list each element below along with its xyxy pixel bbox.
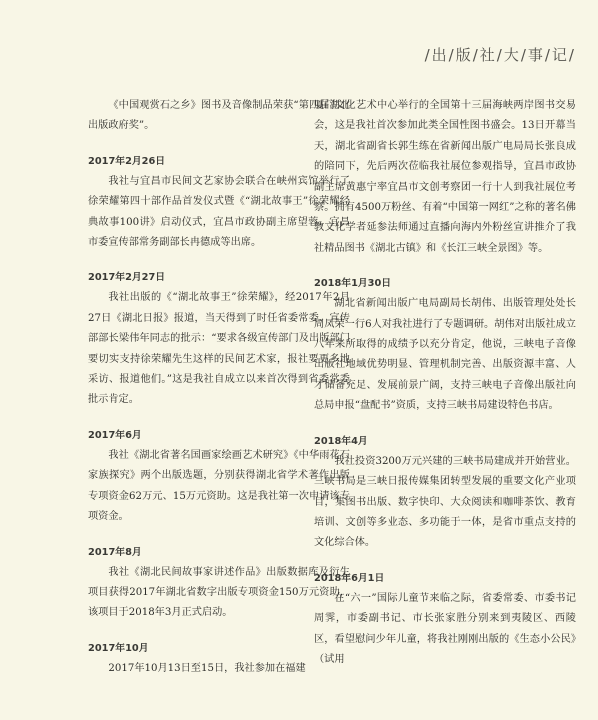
- event-text: 我社出版的《“湖北故事王”徐荣耀》，经2017年2月27日《湖北日报》报道，当天得到了时任省委常委、宣传部部长梁伟年同志的批示：“要求各级宣传部门及出版部门要切实支持徐荣耀先生这样的民间艺术家，报社要更多地采访、报道他们。”这是我社自成立以来首次得到省委常委批示肯定。: [88, 292, 350, 406]
- event-text: 我社《湖北省著名国画家绘画艺术研究》《中华雨花石家族探究》两个出版选题，分别获得湖北省学术著作出版专项资金62万元、15万元资助。这是我社第一次申请该专项资金。: [88, 449, 350, 523]
- event-text: 我社投资3200万元兴建的三峡书局建成并开始营业。三峡书局是三峡日报传媒集团转型发展的重要文化产业项目，集图书出版、数字快印、大众阅读和咖啡茶饮、教育培训、文创等多业态、多功能于一体，是省市重点支持的文化综合体。: [314, 455, 576, 549]
- event-text: 湖北省新闻出版广电局副局长胡伟、出版管理处处长周凤荣一行6人对我社进行了专题调研。胡伟对出版社成立八年来所取得的成绩予以充分肯定，他说，三峡电子音像出版社地域优势明显、管理机制完善、出版资源丰富、人才储备充足、发展前景广阔，支持三峡电子音像出版社向总局申报“盘配书”资质，支持三峡书局建设特色书店。: [314, 298, 576, 412]
- continuation-paragraph: 厦门文化艺术中心举行的全国第十三届海峡两岸图书交易会，这是我社首次参加此类全国性图书盛会。13日开幕当天，湖北省副省长郭生练在省新闻出版广电局局长张良成的陪同下，先后两次莅临我社展位参观指导，宜昌市政协副主席黄惠宁率宜昌市文创考察团一行十人到我社展位考察。拥有4500万粉丝、有着“中国第一网红”之称的著名佛教文化学者延参法师通过直播向海内外粉丝宣讲推介了我社精品图书《湖北古镇》和《长江三峡全景图》等。: [314, 100, 576, 254]
- event-date: 2017年2月26日: [88, 155, 166, 167]
- event-text: 我社《湖北民间故事家讲述作品》出版数据库及衍生项目获得2017年湖北省数字出版专项资金150万元资助，该项目于2018年3月正式启动。: [88, 566, 350, 619]
- event-entry: [88, 429, 350, 528]
- event-entry: [314, 435, 576, 554]
- event-text: 2017年10月13日至15日，我社参加在福建: [108, 662, 306, 674]
- event-date: 2018年1月30日: [314, 278, 392, 290]
- event-text: 我社与宜昌市民间文艺家协会联合在峡州宾馆举行了徐荣耀第四十部作品首发仪式暨《“湖北故事王”徐荣耀经典故事100讲》启动仪式，宜昌市政协副主席望蓉、宜昌市委宣传部常务副部长冉德成等出席。: [88, 175, 350, 249]
- event-date: 2017年2月27日: [88, 272, 166, 284]
- event-date: 2018年4月: [314, 435, 368, 447]
- event-entry: [88, 155, 350, 254]
- event-entry: [314, 277, 576, 416]
- intro-paragraph: 《中国观赏石之乡》图书及音像制品荣获“第四届湖北出版政府奖”。: [88, 100, 350, 132]
- event-entry: [88, 546, 350, 624]
- event-entry: [314, 572, 576, 671]
- event-entry: [88, 271, 350, 410]
- event-date: 2017年8月: [88, 546, 142, 558]
- event-date: 2018年6月1日: [314, 572, 385, 584]
- section-header: /出/版/社/大/事/记/: [424, 46, 576, 64]
- right-column: [314, 96, 576, 670]
- left-column: [88, 96, 350, 679]
- event-date: 2017年10月: [88, 642, 149, 654]
- event-date: 2017年6月: [88, 429, 142, 441]
- event-text: 在“六一”国际儿童节来临之际，省委常委、市委书记周霁，市委副书记、市长张家胜分别来到夷陵区、西陵区，看望慰问少年儿童，将我社刚刚出版的《生态小公民》（试用: [314, 592, 576, 665]
- event-entry: [88, 642, 350, 679]
